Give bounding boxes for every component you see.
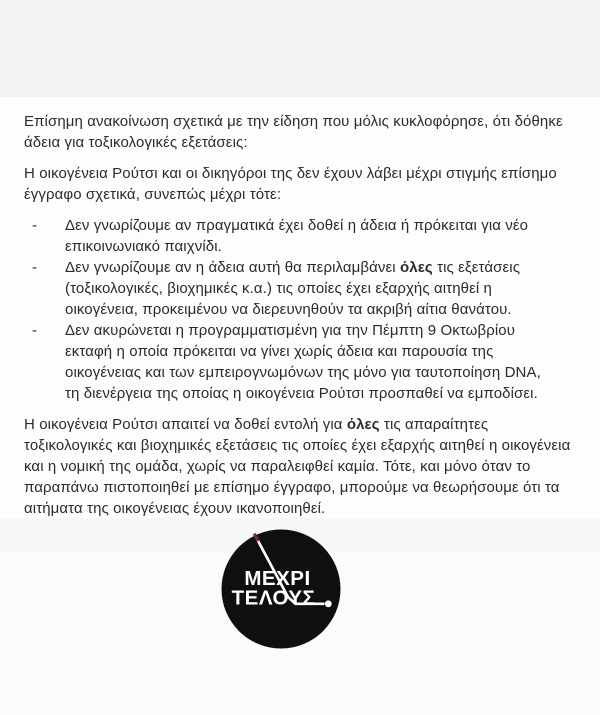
bullet-text (65, 322, 545, 402)
bullet-dash: - (32, 259, 38, 276)
text-segment: Δεν γνωρίζουμε αν η άδεια αυτή θα περιλαμβάνει (65, 259, 400, 276)
bullet-dash: - (32, 322, 38, 339)
logo-end-dot (325, 600, 332, 607)
text-segment: Δεν ακυρώνεται η προγραμματισμένη για την Πέμπτη 9 Οκτωβρίου εκταφή η οποία πρόκειται να γίνει χωρίς άδεια και παρουσία της οικογένειας και των εμπειρογνωμόνων της μόνο για ταυτοποίηση DNA, τη διενέργεια της οποίας η οικογένεια Ρούτσι προσπαθεί να εμποδίσει. (65, 322, 546, 402)
bullet-item (24, 257, 545, 320)
mexri-telous-logo (221, 529, 345, 653)
bullet-text (65, 217, 532, 255)
text-segment: Η οικογένεια Ρούτσι και οι δικηγόροι της δεν έχουν λάβει μέχρι στιγμής επίσημο έγγραφο σχετικά, συνεπώς μέχρι τότε: (24, 165, 562, 203)
announcement-body (24, 111, 581, 529)
bold-text: όλες (400, 259, 433, 276)
paragraph (24, 111, 581, 153)
text-segment: τις απαραίτητες τοξικολογικές και βιοχημικές εξετάσεις τις οποίες έχει εξαρχής αιτηθεί η οικογένεια και η νομική της ομάδα, χωρίς να παραλειφθεί καμία. Τότε, και μόνο όταν το παραπάνω πιστοποιηθεί με επίσημο έγγραφο, μπορούμε να θεωρήσουμε ότι τα αιτήματα της οικογένειας έχουν ικανοποιηθεί. (24, 416, 575, 517)
bullet-dash: - (32, 217, 38, 234)
text-segment: Η οικογένεια Ρούτσι απαιτεί να δοθεί εντολή για (24, 416, 347, 433)
bullet-list (24, 215, 581, 404)
text-segment: Επίσημη ανακοίνωση σχετικά με την είδηση που μόλις κυκλοφόρησε, ότι δόθηκε άδεια για τοξικολογικές εξετάσεις: (24, 113, 568, 151)
logo-text-line2: ΤΕΛΟΥΣ (231, 586, 316, 610)
bullet-text (65, 259, 524, 318)
bullet-item (24, 320, 545, 404)
text-segment: τις εξετάσεις (τοξικολογικές, βιοχημικές κ.α.) τις οποίες έχει εξαρχής αιτηθεί η οικογένεια, προκειμένου να διερευνηθούν τα ακριβή αίτια θανάτου. (65, 259, 525, 318)
text-segment: Δεν γνωρίζουμε αν πραγματικά έχει δοθεί η άδεια ή πρόκειται για νέο επικοινωνιακό παιχνίδι. (65, 217, 533, 255)
paragraph (24, 163, 581, 205)
bullet-item (24, 215, 545, 257)
logo-text-line1: ΜΕΧΡΙ (244, 567, 311, 590)
top-gray-band (0, 0, 600, 97)
paragraph (24, 414, 581, 519)
bold-text: όλες (346, 416, 380, 433)
